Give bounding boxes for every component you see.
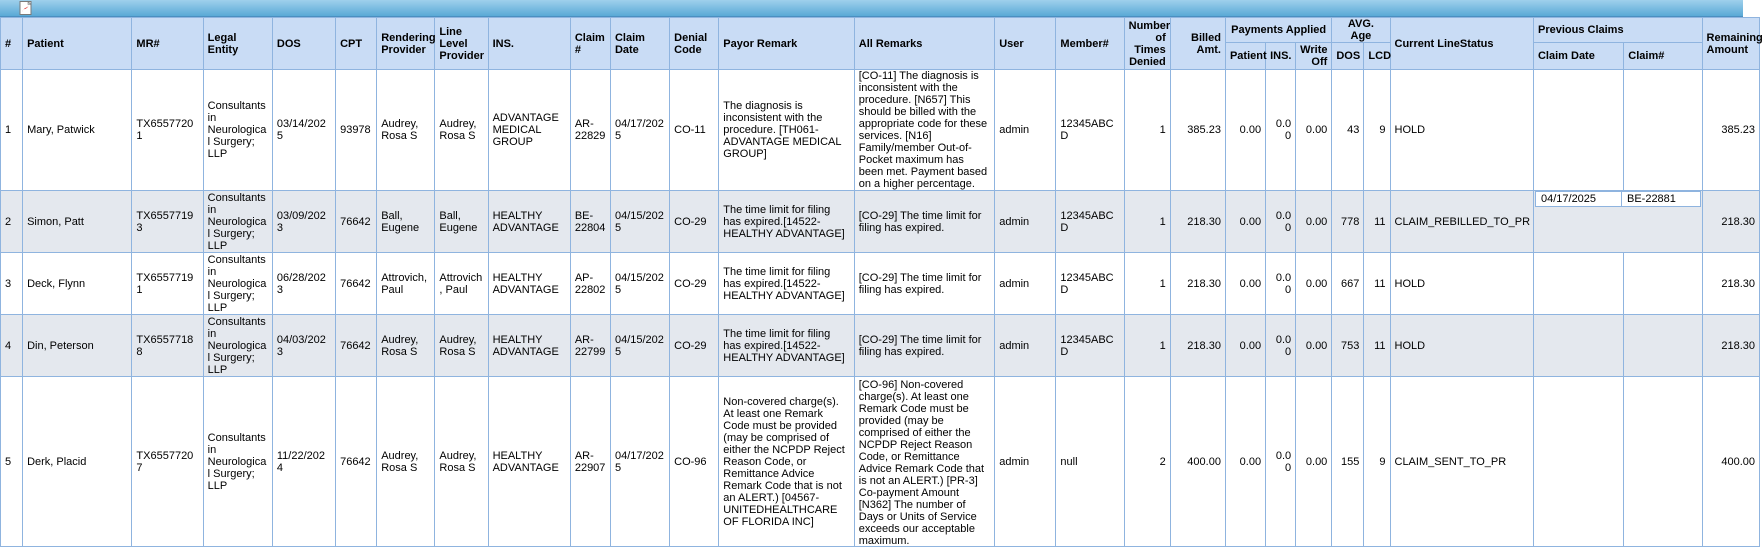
col-payor-remark-header[interactable]: Payor Remark: [719, 18, 854, 70]
denial-code-cell: CO-29: [670, 191, 719, 253]
legal-entity-cell: Consultants in Neurological Surgery; LLP: [203, 191, 272, 253]
dos-cell: 04/03/2023: [272, 315, 335, 377]
col-pay-ins-header[interactable]: INS.: [1266, 43, 1296, 70]
cpt-cell: 76642: [336, 377, 377, 547]
col-ins-header[interactable]: INS.: [488, 18, 570, 70]
remaining-amount-cell: 385.23: [1702, 70, 1759, 191]
legal-entity-cell: Consultants in Neurological Surgery; LLP: [203, 253, 272, 315]
line-level-provider-cell: Audrey, Rosa S: [435, 315, 488, 377]
mr-cell: TX65577188: [132, 315, 203, 377]
pay-ins-cell: 0.00: [1266, 253, 1296, 315]
prev-claim-date-cell: [1533, 377, 1623, 547]
col-num-header[interactable]: #: [1, 18, 23, 70]
mr-cell: TX65577193: [132, 191, 203, 253]
col-claim-number-header[interactable]: Claim #: [570, 18, 610, 70]
ins-cell: HEALTHY ADVANTAGE: [488, 377, 570, 547]
rendering-provider-cell: Attrovich, Paul: [377, 253, 435, 315]
row-number: 3: [1, 253, 23, 315]
write-off-cell: 0.00: [1296, 191, 1332, 253]
previous-claim-entry[interactable]: [1535, 191, 1701, 207]
ins-cell: HEALTHY ADVANTAGE: [488, 315, 570, 377]
denials-grid: [0, 17, 1763, 547]
prev-claim-number: BE-22881: [1626, 193, 1676, 205]
age-dos-cell: 667: [1332, 253, 1364, 315]
ins-cell: HEALTHY ADVANTAGE: [488, 253, 570, 315]
denial-code-cell: CO-96: [670, 377, 719, 547]
col-prev-claim-number-header[interactable]: Claim#: [1624, 43, 1702, 70]
cpt-cell: 76642: [336, 315, 377, 377]
payor-remark-cell: The time limit for filing has expired.[14522-HEALTHY ADVANTAGE]: [719, 315, 854, 377]
claim-number-cell: BE-22804: [570, 191, 610, 253]
payments-applied-group-header: Payments Applied: [1225, 18, 1331, 43]
payor-remark-cell: The time limit for filing has expired.[14522-HEALTHY ADVANTAGE]: [719, 253, 854, 315]
line-level-provider-cell: Attrovich, Paul: [435, 253, 488, 315]
col-legal-entity-header[interactable]: Legal Entity: [203, 18, 272, 70]
patient-cell: Derk, Placid: [23, 377, 132, 547]
pay-ins-cell: 0.00: [1266, 191, 1296, 253]
times-denied-cell: 1: [1124, 315, 1170, 377]
prev-claim-date-cell: [1533, 70, 1623, 191]
claim-number-cell: AP-22802: [570, 253, 610, 315]
user-cell: admin: [995, 70, 1056, 191]
patient-cell: Simon, Patt: [23, 191, 132, 253]
payor-remark-cell: Non-covered charge(s). At least one Remark Code must be provided (may be comprised of either the NCPDP Reject Reason Code, or Remittance Advice Remark Code that is not an ALERT.) [04567-UNITEDHEALTHCARE OF FLORIDA INC]: [719, 377, 854, 547]
all-remarks-cell: [CO-29] The time limit for filing has expired.: [854, 253, 994, 315]
legal-entity-cell: Consultants in Neurological Surgery; LLP: [203, 377, 272, 547]
user-cell: admin: [995, 253, 1056, 315]
status-cell: HOLD: [1390, 70, 1533, 191]
table-row[interactable]: [1, 315, 1760, 377]
col-times-denied-header[interactable]: Number of Times Denied: [1124, 18, 1170, 70]
payor-remark-cell: The diagnosis is inconsistent with the procedure. [TH061-ADVANTAGE MEDICAL GROUP]: [719, 70, 854, 191]
prev-claim-date-cell: [1533, 315, 1623, 377]
col-user-header[interactable]: User: [995, 18, 1056, 70]
all-remarks-cell: [CO-29] The time limit for filing has expired.: [854, 315, 994, 377]
table-row[interactable]: [1, 377, 1760, 547]
cpt-cell: 93978: [336, 70, 377, 191]
user-cell: admin: [995, 377, 1056, 547]
denial-code-cell: CO-29: [670, 253, 719, 315]
times-denied-cell: 1: [1124, 253, 1170, 315]
member-cell: 12345ABCD: [1056, 253, 1124, 315]
table-row[interactable]: [1, 70, 1760, 191]
row-number: 2: [1, 191, 23, 253]
prev-claim-number-cell: [1624, 315, 1702, 377]
pay-ins-cell: 0.00: [1266, 70, 1296, 191]
pay-patient-cell: 0.00: [1225, 377, 1265, 547]
row-number: 1: [1, 70, 23, 191]
dos-cell: 03/09/2023: [272, 191, 335, 253]
col-claim-date-header[interactable]: Claim Date: [610, 18, 669, 70]
pay-patient-cell: 0.00: [1225, 191, 1265, 253]
claim-date-cell: 04/15/2025: [610, 315, 669, 377]
user-cell: admin: [995, 191, 1056, 253]
age-lcd-cell: 9: [1364, 377, 1390, 547]
claim-date-cell: 04/17/2025: [610, 377, 669, 547]
col-age-lcd-header[interactable]: LCD: [1364, 43, 1390, 70]
status-cell: CLAIM_REBILLED_TO_PR: [1390, 191, 1533, 253]
col-pay-patient-header[interactable]: Patient: [1225, 43, 1265, 70]
prev-claim-number-cell: [1624, 253, 1702, 315]
status-cell: HOLD: [1390, 315, 1533, 377]
previous-claims-cell: [1533, 191, 1702, 253]
member-cell: 12345ABCD: [1056, 315, 1124, 377]
denial-code-cell: CO-29: [670, 315, 719, 377]
payor-remark-cell: The time limit for filing has expired.[14522-HEALTHY ADVANTAGE]: [719, 191, 854, 253]
write-off-cell: 0.00: [1296, 315, 1332, 377]
prev-claim-date-cell: [1533, 253, 1623, 315]
all-remarks-text: [CO-96] Non-covered charge(s). At least one Remark Code must be provided (may be comprised of either the NCPDP Reject Reason Code, or Remittance Advice Remark Code that is not an ALERT.) [PR-3] Co-payment Amount [N362] The number of Days or Units of Service exceeds our acceptable maximum.: [858, 378, 985, 547]
billed-amt-cell: 218.30: [1170, 191, 1225, 253]
patient-cell: Deck, Flynn: [23, 253, 132, 315]
col-patient-header[interactable]: Patient: [23, 18, 132, 70]
write-off-cell: 0.00: [1296, 70, 1332, 191]
rendering-provider-cell: Audrey, Rosa S: [377, 377, 435, 547]
claim-date-cell: 04/15/2025: [610, 191, 669, 253]
col-denial-code-header[interactable]: Denial Code: [670, 18, 719, 70]
cpt-cell: 76642: [336, 191, 377, 253]
col-write-off-header[interactable]: Write Off: [1296, 43, 1332, 70]
claim-number-cell: AR-22799: [570, 315, 610, 377]
col-member-header[interactable]: Member#: [1056, 18, 1124, 70]
billed-amt-cell: 400.00: [1170, 377, 1225, 547]
col-line-level-provider-header[interactable]: Line Level Provider: [435, 18, 488, 70]
legal-entity-cell: Consultants in Neurological Surgery; LLP: [203, 70, 272, 191]
col-remaining-amount-header[interactable]: Remaining Amount: [1702, 18, 1759, 70]
age-dos-cell: 43: [1332, 70, 1364, 191]
status-cell: CLAIM_SENT_TO_PR: [1390, 377, 1533, 547]
age-lcd-cell: 11: [1364, 253, 1390, 315]
col-all-remarks-header[interactable]: All Remarks: [854, 18, 994, 70]
remaining-amount-cell: 218.30: [1702, 191, 1759, 253]
previous-claims-group-header: Previous Claims: [1533, 18, 1702, 43]
prev-claim-date: 04/17/2025: [1536, 192, 1622, 206]
col-dos-header[interactable]: DOS: [272, 18, 335, 70]
line-level-provider-cell: Ball, Eugene: [435, 191, 488, 253]
pay-patient-cell: 0.00: [1225, 70, 1265, 191]
patient-cell: Mary, Patwick: [23, 70, 132, 191]
table-row[interactable]: [1, 191, 1760, 253]
col-mr-header[interactable]: MR#: [132, 18, 203, 70]
col-current-line-status-header[interactable]: Current LineStatus: [1390, 18, 1533, 70]
member-cell: 12345ABCD: [1056, 191, 1124, 253]
mr-cell: TX65577207: [132, 377, 203, 547]
age-lcd-cell: 11: [1364, 315, 1390, 377]
claim-date-cell: 04/17/2025: [610, 70, 669, 191]
all-remarks-cell: [CO-29] The time limit for filing has expired.: [854, 191, 994, 253]
times-denied-cell: 1: [1124, 191, 1170, 253]
avg-age-group-header: AVG. Age: [1332, 18, 1390, 43]
times-denied-cell: 2: [1124, 377, 1170, 547]
dos-cell: 06/28/2023: [272, 253, 335, 315]
claim-number-cell: AR-22829: [570, 70, 610, 191]
age-dos-cell: 155: [1332, 377, 1364, 547]
member-cell: 12345ABCD: [1056, 70, 1124, 191]
remaining-amount-cell: 218.30: [1702, 315, 1759, 377]
status-cell: HOLD: [1390, 253, 1533, 315]
cpt-cell: 76642: [336, 253, 377, 315]
age-lcd-cell: 11: [1364, 191, 1390, 253]
prev-claim-number-cell: [1624, 377, 1702, 547]
billed-amt-cell: 218.30: [1170, 315, 1225, 377]
claim-date-cell: 04/15/2025: [610, 253, 669, 315]
age-dos-cell: 778: [1332, 191, 1364, 253]
all-remarks-cell: [CO-11] The diagnosis is inconsistent with the procedure. [N657] This should be billed with the appropriate code for these services. [N16] Family/member Out-of-Pocket maximum has been met. Payment based on a higher percentage.: [854, 70, 994, 191]
pay-patient-cell: 0.00: [1225, 315, 1265, 377]
row-number: 5: [1, 377, 23, 547]
pay-ins-cell: 0.00: [1266, 315, 1296, 377]
mr-cell: TX65577191: [132, 253, 203, 315]
col-rendering-provider-header[interactable]: Rendering Provider: [377, 18, 435, 70]
ins-cell: HEALTHY ADVANTAGE: [488, 191, 570, 253]
billed-amt-cell: 218.30: [1170, 253, 1225, 315]
age-lcd-cell: 9: [1364, 70, 1390, 191]
pay-patient-cell: 0.00: [1225, 253, 1265, 315]
col-prev-claim-date-header[interactable]: Claim Date: [1533, 43, 1623, 70]
ins-cell: ADVANTAGE MEDICAL GROUP: [488, 70, 570, 191]
legal-entity-cell: Consultants in Neurological Surgery; LLP: [203, 315, 272, 377]
col-cpt-header[interactable]: CPT: [336, 18, 377, 70]
times-denied-cell: 1: [1124, 70, 1170, 191]
pay-ins-cell: 0.00: [1266, 377, 1296, 547]
remaining-amount-cell: 218.30: [1702, 253, 1759, 315]
mr-cell: TX65577201: [132, 70, 203, 191]
denials-table: [0, 17, 1763, 547]
line-level-provider-cell: Audrey, Rosa S: [435, 377, 488, 547]
rendering-provider-cell: Ball, Eugene: [377, 191, 435, 253]
pdf-icon[interactable]: [18, 1, 34, 15]
rendering-provider-cell: Audrey, Rosa S: [377, 315, 435, 377]
remaining-amount-cell: 400.00: [1702, 377, 1759, 547]
age-dos-cell: 753: [1332, 315, 1364, 377]
member-cell: null: [1056, 377, 1124, 547]
all-remarks-cell: [854, 377, 994, 547]
rendering-provider-cell: Audrey, Rosa S: [377, 70, 435, 191]
row-number: 4: [1, 315, 23, 377]
claim-number-cell: AR-22907: [570, 377, 610, 547]
prev-claim-number-cell: [1624, 70, 1702, 191]
line-level-provider-cell: Audrey, Rosa S: [435, 70, 488, 191]
write-off-cell: 0.00: [1296, 377, 1332, 547]
user-cell: admin: [995, 315, 1056, 377]
dos-cell: 03/14/2025: [272, 70, 335, 191]
dos-cell: 11/22/2024: [272, 377, 335, 547]
col-age-dos-header[interactable]: DOS: [1332, 43, 1364, 70]
table-row[interactable]: [1, 253, 1760, 315]
denial-code-cell: CO-11: [670, 70, 719, 191]
col-billed-amt-header[interactable]: Billed Amt.: [1170, 18, 1225, 70]
toolbar: [0, 0, 1743, 17]
write-off-cell: 0.00: [1296, 253, 1332, 315]
billed-amt-cell: 385.23: [1170, 70, 1225, 191]
patient-cell: Din, Peterson: [23, 315, 132, 377]
